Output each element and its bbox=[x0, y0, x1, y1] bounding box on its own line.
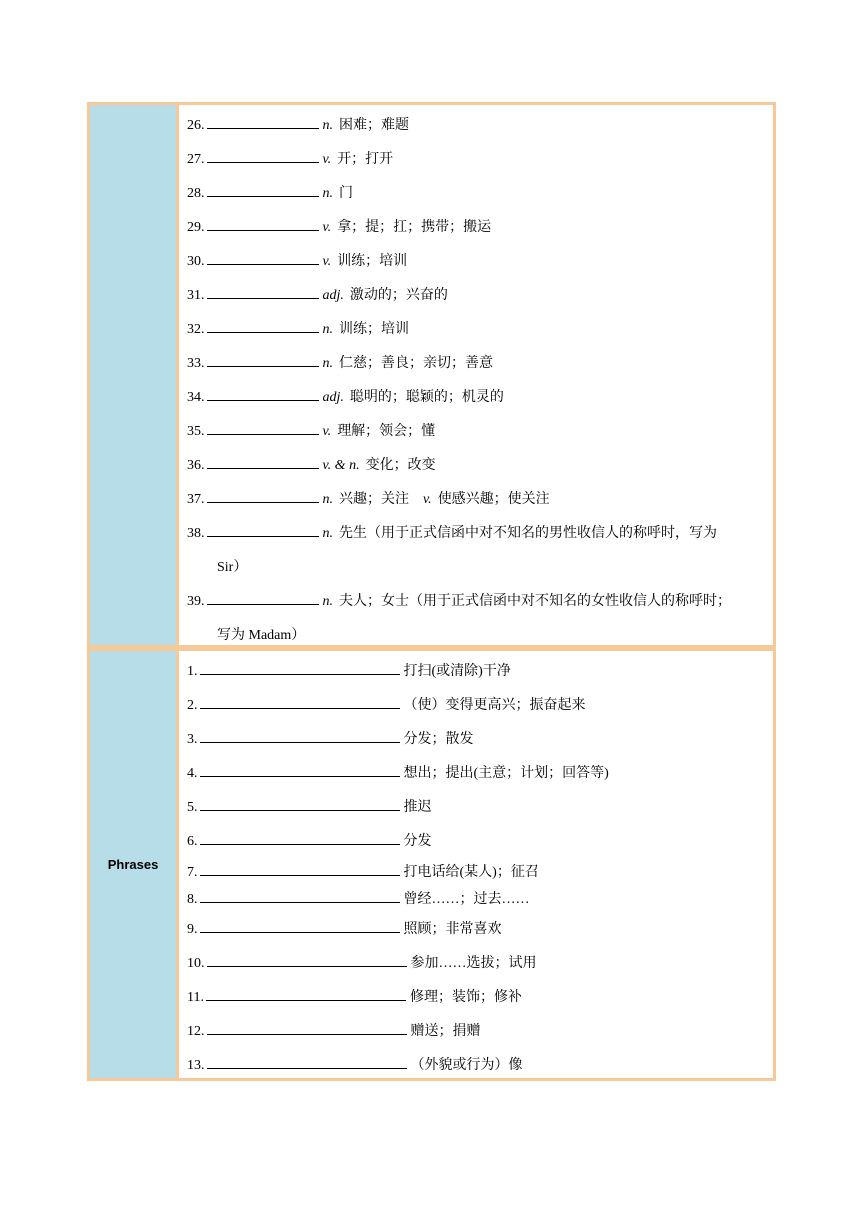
answer-blank[interactable] bbox=[207, 490, 319, 503]
item-number: 32. bbox=[187, 322, 205, 337]
item-number: 35. bbox=[187, 424, 205, 439]
phrase-item bbox=[187, 947, 767, 981]
phrase-item bbox=[187, 1015, 767, 1049]
phrase-meaning: （外貌或行为）像 bbox=[410, 1058, 523, 1073]
definition: 使感兴趣；使关注 bbox=[437, 492, 550, 507]
answer-blank[interactable] bbox=[207, 1022, 407, 1035]
phrase-item bbox=[187, 723, 767, 757]
phrase-item bbox=[187, 791, 767, 825]
definition: 夫人；女士（用于正式信函中对不知名的女性收信人的称呼时； bbox=[339, 594, 731, 609]
words-row bbox=[87, 102, 776, 648]
phrase-item bbox=[187, 886, 767, 913]
part-of-speech: n. bbox=[322, 118, 333, 133]
item-number: 38. bbox=[187, 526, 205, 541]
part-of-speech: v. bbox=[322, 152, 332, 167]
phrase-meaning: 照顾；非常喜欢 bbox=[403, 922, 502, 937]
phrase-item bbox=[187, 859, 767, 886]
answer-blank[interactable] bbox=[207, 422, 319, 435]
words-list bbox=[179, 105, 773, 645]
word-item bbox=[187, 415, 767, 449]
item-number: 28. bbox=[187, 186, 205, 201]
item-number: 6. bbox=[187, 834, 198, 849]
item-number: 9. bbox=[187, 922, 198, 937]
phrase-item bbox=[187, 757, 767, 791]
answer-blank[interactable] bbox=[206, 988, 406, 1001]
part-of-speech: v. bbox=[322, 220, 332, 235]
phrase-meaning: 分发 bbox=[403, 834, 432, 849]
phrases-list bbox=[179, 651, 773, 1078]
item-number: 5. bbox=[187, 800, 198, 815]
item-number: 29. bbox=[187, 220, 205, 235]
word-item bbox=[187, 347, 767, 381]
phrase-meaning: 曾经……；过去…… bbox=[403, 892, 530, 907]
part-of-speech: adj. bbox=[322, 390, 344, 405]
answer-blank[interactable] bbox=[207, 524, 319, 537]
phrase-meaning: 推迟 bbox=[403, 800, 432, 815]
answer-blank[interactable] bbox=[207, 592, 319, 605]
word-item bbox=[187, 279, 767, 313]
definition-continuation: 写为 Madam） bbox=[217, 628, 306, 643]
definition: 变化；改变 bbox=[365, 458, 436, 473]
item-number: 4. bbox=[187, 766, 198, 781]
definition: 理解；领会；懂 bbox=[337, 424, 436, 439]
answer-blank[interactable] bbox=[207, 150, 319, 163]
phrase-meaning: 分发；散发 bbox=[403, 732, 474, 747]
item-number: 36. bbox=[187, 458, 205, 473]
answer-blank[interactable] bbox=[200, 832, 400, 845]
answer-blank[interactable] bbox=[207, 354, 319, 367]
definition: 激动的；兴奋的 bbox=[349, 288, 448, 303]
item-number: 11. bbox=[187, 990, 204, 1005]
answer-blank[interactable] bbox=[207, 954, 407, 967]
answer-blank[interactable] bbox=[207, 1056, 407, 1069]
item-number: 8. bbox=[187, 892, 198, 907]
answer-blank[interactable] bbox=[200, 662, 400, 675]
phrase-item bbox=[187, 655, 767, 689]
item-number: 2. bbox=[187, 698, 198, 713]
answer-blank[interactable] bbox=[207, 320, 319, 333]
word-item bbox=[187, 517, 767, 551]
phrase-meaning: 修理；装饰；修补 bbox=[409, 990, 522, 1005]
answer-blank[interactable] bbox=[200, 798, 400, 811]
answer-blank[interactable] bbox=[200, 863, 400, 876]
answer-blank[interactable] bbox=[207, 116, 319, 129]
definition-continuation: Sir） bbox=[217, 560, 248, 575]
definition: 困难；难题 bbox=[339, 118, 409, 133]
vocabulary-table bbox=[87, 102, 776, 1081]
definition: 训练；培训 bbox=[337, 254, 408, 269]
phrase-item bbox=[187, 825, 767, 859]
phrases-label-text: Phrases bbox=[107, 857, 159, 872]
answer-blank[interactable] bbox=[200, 764, 400, 777]
definition: 兴趣；关注 bbox=[339, 492, 409, 507]
definition: 先生（用于正式信函中对不知名的男性收信人的称呼时，写为 bbox=[339, 526, 717, 541]
item-number: 13. bbox=[187, 1058, 205, 1073]
word-item bbox=[187, 211, 767, 245]
part-of-speech: v. bbox=[322, 254, 332, 269]
phrase-meaning: 赠送；捐赠 bbox=[410, 1024, 481, 1039]
answer-blank[interactable] bbox=[207, 388, 319, 401]
answer-blank[interactable] bbox=[200, 890, 400, 903]
definition: 开；打开 bbox=[337, 152, 394, 167]
item-number: 31. bbox=[187, 288, 205, 303]
phrase-item bbox=[187, 1049, 767, 1083]
word-item bbox=[187, 449, 767, 483]
item-number: 12. bbox=[187, 1024, 205, 1039]
word-item bbox=[187, 585, 767, 619]
part-of-speech: n. bbox=[322, 526, 333, 541]
phrase-item bbox=[187, 981, 767, 1015]
item-number: 34. bbox=[187, 390, 205, 405]
word-item bbox=[187, 245, 767, 279]
answer-blank[interactable] bbox=[200, 730, 400, 743]
phrases-label bbox=[90, 651, 179, 1078]
phrase-item bbox=[187, 689, 767, 723]
part-of-speech: v. & n. bbox=[322, 458, 360, 473]
part-of-speech: n. bbox=[322, 594, 333, 609]
part-of-speech: n. bbox=[322, 492, 333, 507]
item-number: 26. bbox=[187, 118, 205, 133]
item-number: 1. bbox=[187, 664, 198, 679]
word-item bbox=[187, 483, 767, 517]
part-of-speech: v. bbox=[322, 424, 332, 439]
part-of-speech: n. bbox=[322, 186, 333, 201]
part-of-speech: adj. bbox=[322, 288, 344, 303]
phrase-meaning: 打扫(或清除)干净 bbox=[403, 664, 511, 679]
answer-blank[interactable] bbox=[207, 456, 319, 469]
item-number: 33. bbox=[187, 356, 205, 371]
part-of-speech: n. bbox=[322, 356, 333, 371]
item-number: 27. bbox=[187, 152, 205, 167]
answer-blank[interactable] bbox=[200, 920, 400, 933]
answer-blank[interactable] bbox=[207, 218, 319, 231]
word-item bbox=[187, 177, 767, 211]
phrase-meaning: （使）变得更高兴；振奋起来 bbox=[403, 698, 586, 713]
item-number: 3. bbox=[187, 732, 198, 747]
part-of-speech: v. bbox=[423, 492, 432, 507]
part-of-speech: n. bbox=[322, 322, 333, 337]
answer-blank[interactable] bbox=[200, 696, 400, 709]
phrase-item bbox=[187, 913, 767, 947]
answer-blank[interactable] bbox=[207, 286, 319, 299]
answer-blank[interactable] bbox=[207, 252, 319, 265]
definition: 训练；培训 bbox=[339, 322, 409, 337]
item-number: 7. bbox=[187, 865, 198, 880]
word-item bbox=[187, 313, 767, 347]
item-number: 37. bbox=[187, 492, 205, 507]
phrase-meaning: 打电话给(某人)；征召 bbox=[403, 865, 539, 880]
word-item bbox=[187, 381, 767, 415]
word-item bbox=[187, 109, 767, 143]
words-label-cell bbox=[90, 105, 179, 645]
phrase-meaning: 参加……选拔；试用 bbox=[410, 956, 537, 971]
definition: 聪明的；聪颖的；机灵的 bbox=[349, 390, 504, 405]
item-number: 10. bbox=[187, 956, 205, 971]
phrases-row bbox=[87, 648, 776, 1081]
answer-blank[interactable] bbox=[207, 184, 319, 197]
phrase-meaning: 想出；提出(主意；计划；回答等) bbox=[403, 766, 609, 781]
definition: 门 bbox=[339, 186, 353, 201]
item-number: 39. bbox=[187, 594, 205, 609]
definition: 拿；提；扛；携带；搬运 bbox=[337, 220, 492, 235]
item-number: 30. bbox=[187, 254, 205, 269]
word-item bbox=[187, 143, 767, 177]
definition: 仁慈；善良；亲切；善意 bbox=[339, 356, 493, 371]
